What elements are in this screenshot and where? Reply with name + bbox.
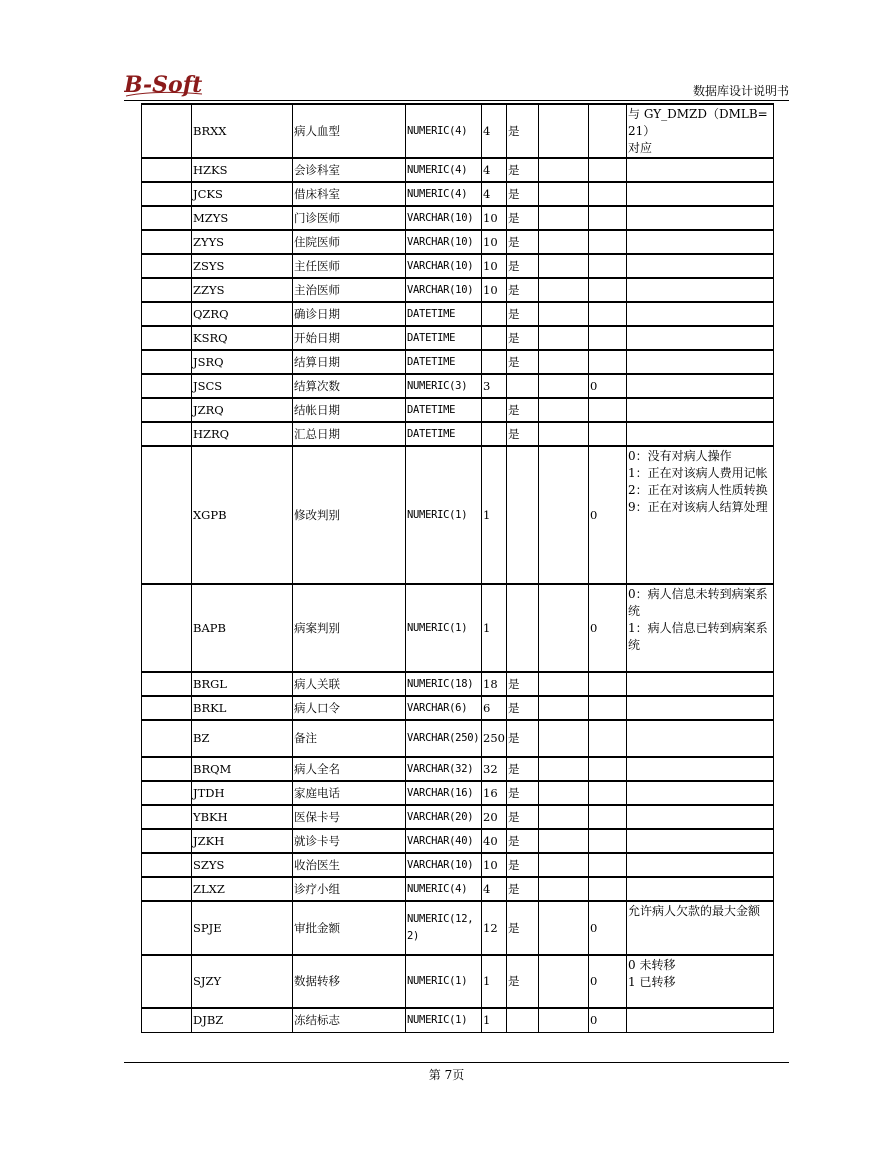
default-value-cell: 0 <box>589 446 627 584</box>
data-type-cell: NUMERIC(1) <box>406 1008 482 1032</box>
key-cell <box>539 350 589 374</box>
data-type-cell: VARCHAR(10) <box>406 278 482 302</box>
default-value-cell <box>589 781 627 805</box>
data-type-cell: NUMERIC(4) <box>406 182 482 206</box>
data-type-cell: DATETIME <box>406 350 482 374</box>
field-name-cell: 病人关联 <box>293 672 406 696</box>
remark-cell: 0：病人信息未转到病案系统 1：病人信息已转到病案系统 <box>627 584 774 672</box>
row-index-cell <box>142 584 192 672</box>
nullable-cell: 是 <box>507 398 539 422</box>
field-name-cell: 结算次数 <box>293 374 406 398</box>
default-value-cell <box>589 696 627 720</box>
key-cell <box>539 1008 589 1032</box>
field-code-cell: JCKS <box>192 182 293 206</box>
nullable-cell: 是 <box>507 422 539 446</box>
default-value-cell <box>589 104 627 158</box>
data-type-cell: VARCHAR(6) <box>406 696 482 720</box>
data-type-cell: NUMERIC(3) <box>406 374 482 398</box>
length-cell: 1 <box>482 1008 507 1032</box>
data-type-cell: DATETIME <box>406 398 482 422</box>
key-cell <box>539 446 589 584</box>
nullable-cell: 是 <box>507 853 539 877</box>
data-type-cell: NUMERIC(1) <box>406 955 482 1008</box>
nullable-cell: 是 <box>507 829 539 853</box>
field-code-cell: SPJE <box>192 901 293 955</box>
key-cell <box>539 374 589 398</box>
field-name-cell: 冻结标志 <box>293 1008 406 1032</box>
data-type-cell: NUMERIC(18) <box>406 672 482 696</box>
data-type-cell: VARCHAR(10) <box>406 206 482 230</box>
length-cell <box>482 350 507 374</box>
field-code-cell: JZKH <box>192 829 293 853</box>
table-row <box>142 104 774 158</box>
default-value-cell <box>589 398 627 422</box>
data-type-cell: NUMERIC(12,2) <box>406 901 482 955</box>
data-type-cell: NUMERIC(1) <box>406 446 482 584</box>
field-name-cell: 备注 <box>293 720 406 757</box>
field-code-cell: BAPB <box>192 584 293 672</box>
table-row <box>142 757 774 781</box>
remark-cell <box>627 398 774 422</box>
default-value-cell <box>589 877 627 901</box>
data-type-cell: NUMERIC(1) <box>406 584 482 672</box>
length-cell: 10 <box>482 230 507 254</box>
row-index-cell <box>142 104 192 158</box>
field-code-cell: ZYYS <box>192 230 293 254</box>
key-cell <box>539 158 589 182</box>
row-index-cell <box>142 302 192 326</box>
default-value-cell: 0 <box>589 584 627 672</box>
row-index-cell <box>142 182 192 206</box>
field-code-cell: BRGL <box>192 672 293 696</box>
field-name-cell: 开始日期 <box>293 326 406 350</box>
data-type-cell: NUMERIC(4) <box>406 158 482 182</box>
field-code-cell: BRKL <box>192 696 293 720</box>
table-row <box>142 326 774 350</box>
row-index-cell <box>142 853 192 877</box>
key-cell <box>539 805 589 829</box>
field-name-cell: 数据转移 <box>293 955 406 1008</box>
key-cell <box>539 398 589 422</box>
field-code-cell: JSRQ <box>192 350 293 374</box>
remark-cell <box>627 829 774 853</box>
remark-cell <box>627 1008 774 1032</box>
row-index-cell <box>142 805 192 829</box>
page-number: 第 7页 <box>428 1068 465 1082</box>
remark-cell <box>627 696 774 720</box>
field-code-cell: BRQM <box>192 757 293 781</box>
data-type-cell: VARCHAR(10) <box>406 254 482 278</box>
default-value-cell <box>589 805 627 829</box>
field-name-cell: 审批金额 <box>293 901 406 955</box>
key-cell <box>539 672 589 696</box>
field-code-cell: JZRQ <box>192 398 293 422</box>
remark-cell <box>627 278 774 302</box>
nullable-cell: 是 <box>507 955 539 1008</box>
data-type-cell: DATETIME <box>406 422 482 446</box>
nullable-cell: 是 <box>507 158 539 182</box>
key-cell <box>539 877 589 901</box>
length-cell: 1 <box>482 584 507 672</box>
remark-cell: 允许病人欠款的最大金额 <box>627 901 774 955</box>
length-cell: 1 <box>482 955 507 1008</box>
key-cell <box>539 326 589 350</box>
length-cell <box>482 398 507 422</box>
row-index-cell <box>142 672 192 696</box>
length-cell: 10 <box>482 254 507 278</box>
field-name-cell: 结算日期 <box>293 350 406 374</box>
default-value-cell <box>589 230 627 254</box>
table-row <box>142 374 774 398</box>
key-cell <box>539 182 589 206</box>
row-index-cell <box>142 230 192 254</box>
field-name-cell: 主任医师 <box>293 254 406 278</box>
field-code-cell: BRXX <box>192 104 293 158</box>
remark-cell <box>627 158 774 182</box>
field-name-cell: 诊疗小组 <box>293 877 406 901</box>
row-index-cell <box>142 446 192 584</box>
field-code-cell: ZSYS <box>192 254 293 278</box>
field-spec-table <box>141 103 774 1033</box>
field-code-cell: DJBZ <box>192 1008 293 1032</box>
data-type-cell: VARCHAR(16) <box>406 781 482 805</box>
field-code-cell: ZZYS <box>192 278 293 302</box>
table-row <box>142 955 774 1008</box>
row-index-cell <box>142 720 192 757</box>
remark-cell <box>627 877 774 901</box>
remark-cell <box>627 853 774 877</box>
length-cell: 18 <box>482 672 507 696</box>
key-cell <box>539 829 589 853</box>
row-index-cell <box>142 278 192 302</box>
nullable-cell <box>507 374 539 398</box>
length-cell: 3 <box>482 374 507 398</box>
field-name-cell: 病人血型 <box>293 104 406 158</box>
length-cell: 6 <box>482 696 507 720</box>
row-index-cell <box>142 158 192 182</box>
table-row <box>142 422 774 446</box>
field-code-cell: SZYS <box>192 853 293 877</box>
default-value-cell: 0 <box>589 901 627 955</box>
data-type-cell: VARCHAR(32) <box>406 757 482 781</box>
default-value-cell: 0 <box>589 955 627 1008</box>
table-row <box>142 398 774 422</box>
field-code-cell: QZRQ <box>192 302 293 326</box>
field-code-cell: HZKS <box>192 158 293 182</box>
length-cell <box>482 326 507 350</box>
row-index-cell <box>142 877 192 901</box>
key-cell <box>539 302 589 326</box>
nullable-cell: 是 <box>507 278 539 302</box>
field-code-cell: MZYS <box>192 206 293 230</box>
field-code-cell: KSRQ <box>192 326 293 350</box>
key-cell <box>539 720 589 757</box>
default-value-cell <box>589 720 627 757</box>
data-type-cell: NUMERIC(4) <box>406 877 482 901</box>
row-index-cell <box>142 901 192 955</box>
length-cell: 250 <box>482 720 507 757</box>
default-value-cell <box>589 278 627 302</box>
length-cell: 4 <box>482 182 507 206</box>
row-index-cell <box>142 422 192 446</box>
table-row <box>142 720 774 757</box>
row-index-cell <box>142 326 192 350</box>
remark-cell <box>627 672 774 696</box>
field-code-cell: ZLXZ <box>192 877 293 901</box>
field-code-cell: JSCS <box>192 374 293 398</box>
length-cell <box>482 302 507 326</box>
table-row <box>142 877 774 901</box>
key-cell <box>539 955 589 1008</box>
nullable-cell <box>507 584 539 672</box>
length-cell <box>482 422 507 446</box>
key-cell <box>539 254 589 278</box>
default-value-cell <box>589 302 627 326</box>
table-row <box>142 829 774 853</box>
remark-cell <box>627 374 774 398</box>
data-type-cell: VARCHAR(250) <box>406 720 482 757</box>
default-value-cell: 0 <box>589 1008 627 1032</box>
nullable-cell: 是 <box>507 302 539 326</box>
remark-cell <box>627 805 774 829</box>
data-type-cell: NUMERIC(4) <box>406 104 482 158</box>
header-rule <box>124 100 789 101</box>
row-index-cell <box>142 254 192 278</box>
row-index-cell <box>142 757 192 781</box>
default-value-cell: 0 <box>589 374 627 398</box>
table-row <box>142 278 774 302</box>
row-index-cell <box>142 955 192 1008</box>
nullable-cell: 是 <box>507 696 539 720</box>
field-name-cell: 家庭电话 <box>293 781 406 805</box>
key-cell <box>539 696 589 720</box>
remark-cell <box>627 206 774 230</box>
table-row <box>142 1008 774 1032</box>
row-index-cell <box>142 374 192 398</box>
remark-cell <box>627 302 774 326</box>
data-type-cell: DATETIME <box>406 326 482 350</box>
field-code-cell: SJZY <box>192 955 293 1008</box>
length-cell: 10 <box>482 206 507 230</box>
field-code-cell: YBKH <box>192 805 293 829</box>
table-row <box>142 182 774 206</box>
length-cell: 4 <box>482 104 507 158</box>
default-value-cell <box>589 829 627 853</box>
logo-text: B-Soft <box>124 72 203 98</box>
key-cell <box>539 781 589 805</box>
key-cell <box>539 104 589 158</box>
field-name-cell: 收治医生 <box>293 853 406 877</box>
table-row <box>142 584 774 672</box>
remark-cell <box>627 182 774 206</box>
length-cell: 10 <box>482 853 507 877</box>
row-index-cell <box>142 781 192 805</box>
default-value-cell <box>589 158 627 182</box>
default-value-cell <box>589 422 627 446</box>
row-index-cell <box>142 206 192 230</box>
remark-cell: 与 GY_DMZD（DMLB=21） 对应 <box>627 104 774 158</box>
length-cell: 12 <box>482 901 507 955</box>
row-index-cell <box>142 350 192 374</box>
data-type-cell: VARCHAR(20) <box>406 805 482 829</box>
nullable-cell: 是 <box>507 350 539 374</box>
key-cell <box>539 206 589 230</box>
footer-rule <box>124 1062 789 1063</box>
remark-cell <box>627 720 774 757</box>
field-name-cell: 主治医师 <box>293 278 406 302</box>
length-cell: 4 <box>482 158 507 182</box>
remark-cell <box>627 230 774 254</box>
nullable-cell: 是 <box>507 781 539 805</box>
table-row <box>142 158 774 182</box>
key-cell <box>539 422 589 446</box>
nullable-cell: 是 <box>507 182 539 206</box>
row-index-cell <box>142 696 192 720</box>
default-value-cell <box>589 757 627 781</box>
table-row <box>142 230 774 254</box>
length-cell: 32 <box>482 757 507 781</box>
remark-cell: 0 未转移 1 已转移 <box>627 955 774 1008</box>
field-name-cell: 结帐日期 <box>293 398 406 422</box>
table-row <box>142 672 774 696</box>
nullable-cell: 是 <box>507 672 539 696</box>
nullable-cell: 是 <box>507 230 539 254</box>
data-type-cell: VARCHAR(10) <box>406 853 482 877</box>
default-value-cell <box>589 853 627 877</box>
table-row <box>142 696 774 720</box>
nullable-cell: 是 <box>507 877 539 901</box>
length-cell: 40 <box>482 829 507 853</box>
table-row <box>142 206 774 230</box>
table-row <box>142 805 774 829</box>
default-value-cell <box>589 206 627 230</box>
table-row <box>142 302 774 326</box>
row-index-cell <box>142 1008 192 1032</box>
field-code-cell: HZRQ <box>192 422 293 446</box>
field-name-cell: 病案判别 <box>293 584 406 672</box>
field-name-cell: 修改判别 <box>293 446 406 584</box>
remark-cell <box>627 757 774 781</box>
bsoft-logo <box>124 70 206 100</box>
table-row <box>142 446 774 584</box>
key-cell <box>539 853 589 877</box>
remark-cell <box>627 254 774 278</box>
row-index-cell <box>142 829 192 853</box>
table-row <box>142 350 774 374</box>
remark-cell <box>627 781 774 805</box>
field-name-cell: 病人口令 <box>293 696 406 720</box>
data-type-cell: VARCHAR(40) <box>406 829 482 853</box>
field-name-cell: 汇总日期 <box>293 422 406 446</box>
default-value-cell <box>589 254 627 278</box>
remark-cell <box>627 326 774 350</box>
default-value-cell <box>589 326 627 350</box>
remark-cell <box>627 350 774 374</box>
length-cell: 10 <box>482 278 507 302</box>
length-cell: 16 <box>482 781 507 805</box>
data-type-cell: VARCHAR(10) <box>406 230 482 254</box>
field-code-cell: XGPB <box>192 446 293 584</box>
field-code-cell: BZ <box>192 720 293 757</box>
field-name-cell: 住院医师 <box>293 230 406 254</box>
document-title: 数据库设计说明书 <box>692 84 789 98</box>
nullable-cell: 是 <box>507 254 539 278</box>
table-row <box>142 901 774 955</box>
data-type-cell: DATETIME <box>406 302 482 326</box>
nullable-cell: 是 <box>507 720 539 757</box>
default-value-cell <box>589 350 627 374</box>
nullable-cell: 是 <box>507 901 539 955</box>
key-cell <box>539 230 589 254</box>
nullable-cell <box>507 446 539 584</box>
nullable-cell: 是 <box>507 805 539 829</box>
field-name-cell: 病人全名 <box>293 757 406 781</box>
nullable-cell: 是 <box>507 104 539 158</box>
length-cell: 4 <box>482 877 507 901</box>
key-cell <box>539 278 589 302</box>
field-name-cell: 就诊卡号 <box>293 829 406 853</box>
table-row <box>142 853 774 877</box>
key-cell <box>539 584 589 672</box>
field-name-cell: 门诊医师 <box>293 206 406 230</box>
field-code-cell: JTDH <box>192 781 293 805</box>
table-row <box>142 781 774 805</box>
nullable-cell: 是 <box>507 757 539 781</box>
table-row <box>142 254 774 278</box>
nullable-cell: 是 <box>507 326 539 350</box>
length-cell: 1 <box>482 446 507 584</box>
default-value-cell <box>589 672 627 696</box>
key-cell <box>539 901 589 955</box>
length-cell: 20 <box>482 805 507 829</box>
field-name-cell: 确诊日期 <box>293 302 406 326</box>
key-cell <box>539 757 589 781</box>
remark-cell: 0：没有对病人操作 1：正在对该病人费用记帐 2：正在对该病人性质转换 9：正在对该病人结算处理 <box>627 446 774 584</box>
remark-cell <box>627 422 774 446</box>
field-name-cell: 借床科室 <box>293 182 406 206</box>
row-index-cell <box>142 398 192 422</box>
field-name-cell: 会诊科室 <box>293 158 406 182</box>
nullable-cell: 是 <box>507 206 539 230</box>
field-name-cell: 医保卡号 <box>293 805 406 829</box>
default-value-cell <box>589 182 627 206</box>
nullable-cell <box>507 1008 539 1032</box>
